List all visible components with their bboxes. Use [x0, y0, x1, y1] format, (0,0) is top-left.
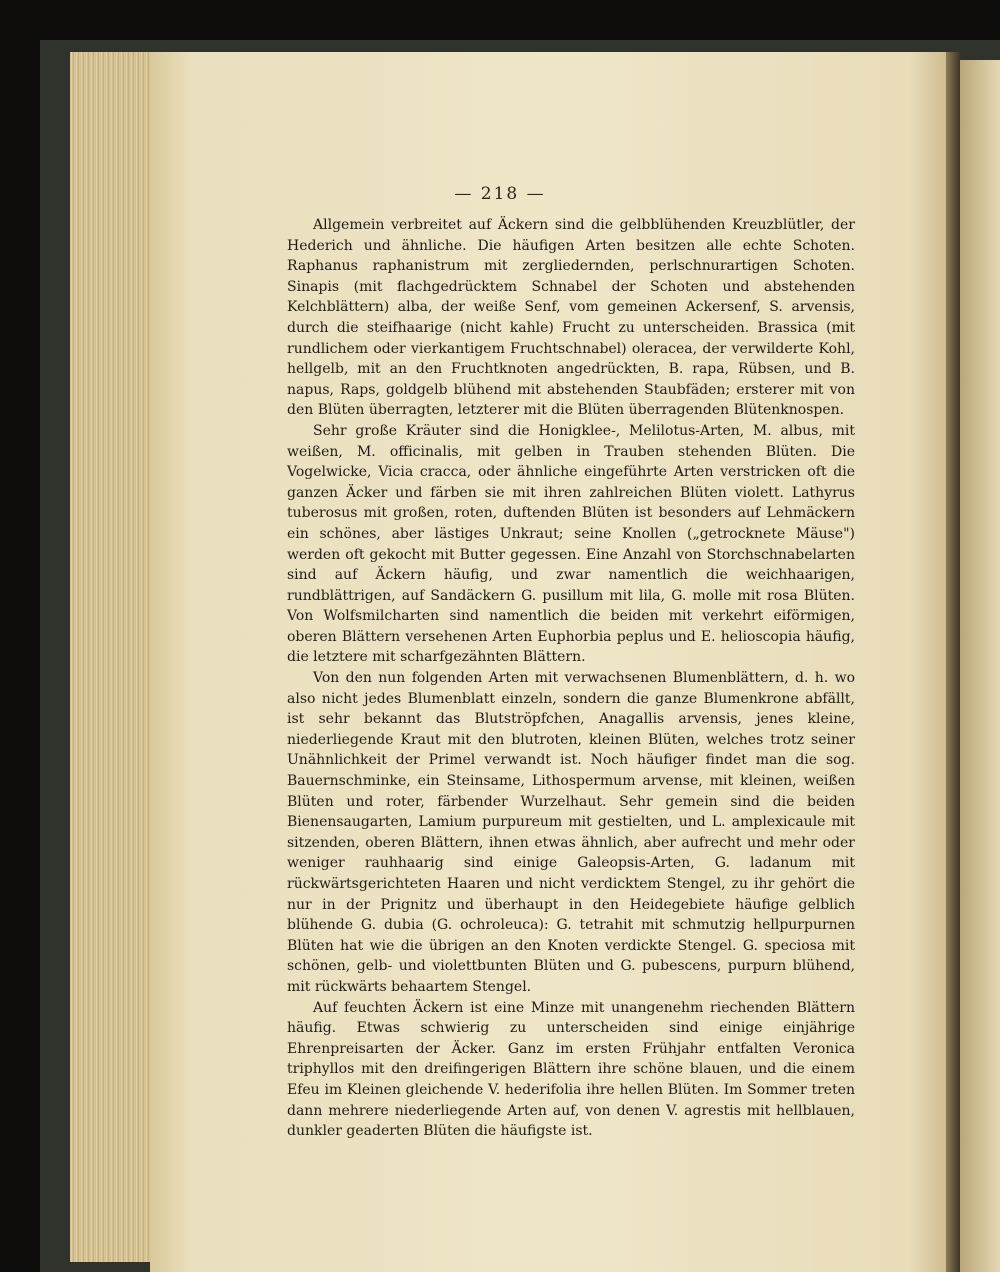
body-text	[287, 215, 855, 1142]
paragraph: Von den nun folgenden Arten mit verwachsenen Blumenblättern, d. h. wo also nicht jedes Blumenblatt einzeln, sondern die ganze Blumenkrone abfällt, ist sehr bekannt das Blutströpfchen, Anagallis arvensis, jenes kleine, niederliegende Kraut mit den blutroten, kleinen Blüten, welches trotz seiner Unähnlichkeit der Primel verwandt ist. Noch häufiger findet man die sog. Bauernschminke, ein Steinsame, Lithospermum arvense, mit kleinen, weißen Blüten und roter, färbender Wurzelhaut. Sehr gemein sind die beiden Bienensaugarten, Lamium purpureum mit gestielten, und L. amplexicaule mit sitzenden, oberen Blättern, ihnen etwas ähnlich, aber aufrecht und mehr oder weniger rauhhaarig sind einige Galeopsis-Arten, G. ladanum mit rückwärtsgerichteten Haaren und nicht verdicktem Stengel, zu ihr gehört die nur in der Prignitz und überhaupt in den Heidegebiete häufige gelblich blühende G. dubia (G. ochroleuca): G. tetrahit mit schmutzig hellpurpurnen Blüten hat wie die übrigen an den Knoten verdickte Stengel. G. speciosa mit schönen, gelb- und violettbunten Blüten und G. pubescens, purpurn blühend, mit rückwärts behaartem Stengel.	[287, 670, 855, 995]
paragraph: Allgemein verbreitet auf Äckern sind die gelbblühenden Kreuzblütler, der Hederich und ähnliche. Die häufigen Arten besitzen alle echte Schoten. Raphanus raphanistrum mit zergliedernden, perlschnurartigen Schoten. Sinapis (mit flachgedrücktem Schnabel der Schoten und abstehenden Kelchblättern) alba, der weiße Senf, vom gemeinen Ackersenf, S. arvensis, durch die steifhaarige (nicht kahle) Frucht zu unterscheiden. Brassica (mit rundlichem oder vierkantigem Fruchtschnabel) oleracea, der verwilderte Kohl, hellgelb, mit an den Fruchtknoten angedrückten, B. rapa, Rübsen, und B. napus, Raps, goldgelb blühend mit abstehenden Staubfäden; ersterer mit von den Blüten überragten, letzterer mit die Blüten überragenden Blütenknospen.	[287, 217, 855, 419]
facing-page-edge	[960, 60, 1000, 1272]
paragraph: Sehr große Kräuter sind die Honigklee-, Melilotus-Arten, M. albus, mit weißen, M. officinalis, mit gelben in Trauben stehenden Blüten. Die Vogelwicke, Vicia cracca, oder ähnliche eingeführte Arten verstricken oft die ganzen Äcker und färben sie mit ihren zahlreichen Blüten violett. Lathyrus tuberosus mit großen, roten, duftenden Blüten ist besonders auf Lehmäckern ein schönes, aber lästiges Unkraut; seine Knollen („getrocknete Mäuse") werden oft gekocht mit Butter gegessen. Eine Anzahl von Storchschnabelarten sind auf Äckern häufig, und zwar namentlich die weichhaarigen, rundblättrigen, auf Sandäckern G. pusillum mit lila, G. molle mit rosa Blüten. Von Wolfsmilcharten sind namentlich die beiden mit verkehrt eiförmigen, oberen Blättern versehenen Arten Euphorbia peplus und E. helioscopia häufig, die letztere mit scharfgezähnten Blättern.	[287, 422, 855, 666]
paragraph: Auf feuchten Äckern ist eine Minze mit unangenehm riechenden Blättern häufig. Etwas schwierig zu unterscheiden sind einige einjährige Ehrenpreisarten der Äcker. Ganz im ersten Frühjahr entfalten Veronica triphyllos mit den dreifingerigen Blättern ihre schöne blauen, und die einem Efeu im Kleinen gleichende V. hederifolia ihre hellen Blüten. Im Sommer treten dann mehrere niederliegende Arten auf, von denen V. agrestis mit hellblauen, dunkler geaderten Blüten die häufigste ist.	[287, 999, 855, 1140]
page-stack-edge	[70, 52, 162, 1262]
book-gutter	[946, 52, 960, 1272]
page-number: — 218 —	[454, 184, 546, 204]
